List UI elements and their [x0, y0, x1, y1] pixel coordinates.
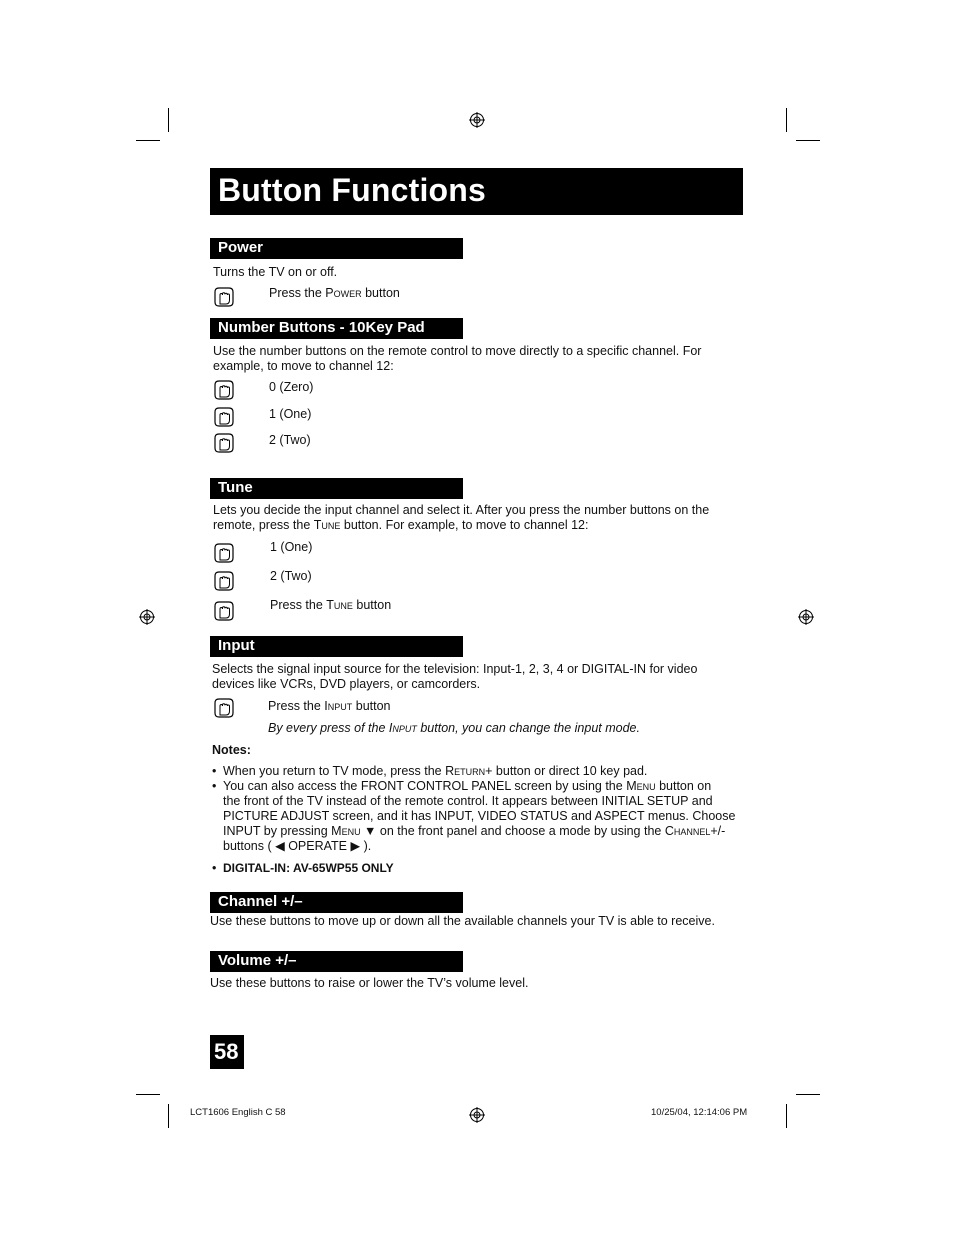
input-description-line2: devices like VCRs, DVD players, or camcorders.: [212, 677, 481, 691]
crop-mark: [786, 1104, 787, 1128]
input-step: Press the Input button: [268, 699, 391, 713]
hand-press-icon: [212, 696, 236, 720]
input-description-line1: Selects the signal input source for the television: Input-1, 2, 3, 4 or DIGITAL-IN for video: [212, 662, 698, 676]
note-bullet: •: [212, 764, 217, 778]
crop-mark: [136, 1094, 160, 1095]
registration-mark-icon: [798, 609, 814, 625]
number-step-3: 2 (Two): [269, 433, 311, 447]
note-bullet: •: [212, 779, 217, 793]
number-description-line1: Use the number buttons on the remote control to move directly to a specific channel. For: [213, 344, 702, 358]
hand-press-icon: [212, 541, 236, 565]
page-number: 58: [210, 1035, 244, 1069]
section-heading-power: Power: [210, 238, 463, 259]
tune-description-line1: Lets you decide the input channel and select it. After you press the number buttons on the: [213, 503, 710, 517]
page-title-bar: [210, 168, 743, 215]
hand-press-icon: [212, 569, 236, 593]
hand-press-icon: [212, 378, 236, 402]
note-bullet: •: [212, 861, 217, 875]
power-step: Press the Power button: [269, 286, 400, 300]
number-step-2: 1 (One): [269, 407, 312, 421]
crop-mark: [796, 140, 820, 141]
hand-press-icon: [212, 285, 236, 309]
input-step-note: By every press of the Input button, you can change the input mode.: [268, 721, 640, 735]
section-heading-volume: Volume +/–: [210, 951, 463, 972]
section-heading-input: Input: [210, 636, 463, 657]
hand-press-icon: [212, 431, 236, 455]
channel-description: Use these buttons to move up or down all the available channels your TV is able to receive.: [210, 914, 715, 928]
page-title: Button Functions: [218, 172, 487, 208]
tune-description-line2: remote, press the Tune button. For example, to move to channel 12:: [213, 518, 589, 532]
registration-mark-icon: [469, 112, 485, 128]
footer-left: LCT1606 English C 58: [190, 1107, 286, 1118]
note-3: DIGITAL-IN: AV-65WP55 ONLY: [223, 861, 394, 875]
note-2-line2: the front of the TV instead of the remote control. It appears between INITIAL SETUP and: [223, 794, 713, 808]
notes-label: Notes:: [212, 743, 251, 757]
hand-press-icon: [212, 405, 236, 429]
volume-description: Use these buttons to raise or lower the TV’s volume level.: [210, 976, 529, 990]
crop-mark: [136, 140, 160, 141]
section-heading-channel: Channel +/–: [210, 892, 463, 913]
number-step-1: 0 (Zero): [269, 380, 314, 394]
crop-mark: [168, 108, 169, 132]
hand-press-icon: [212, 599, 236, 623]
tune-step-2: 2 (Two): [270, 569, 312, 583]
section-heading-number-buttons: Number Buttons - 10Key Pad: [210, 318, 463, 339]
footer-right: 10/25/04, 12:14:06 PM: [651, 1107, 748, 1118]
registration-mark-icon: [469, 1107, 485, 1123]
registration-mark-icon: [139, 609, 155, 625]
note-2-line3: PICTURE ADJUST screen, and it has INPUT, VIDEO STATUS and ASPECT menus. Choose: [223, 809, 736, 823]
crop-mark: [796, 1094, 820, 1095]
note-1: When you return to TV mode, press the Return+ button or direct 10 key pad.: [223, 764, 648, 778]
section-heading-tune: Tune: [210, 478, 463, 499]
tune-step-1: 1 (One): [270, 540, 313, 554]
note-2-line5: buttons ( ◀ OPERATE ▶ ).: [223, 839, 372, 853]
power-description: Turns the TV on or off.: [213, 265, 338, 279]
number-description-line2: example, to move to channel 12:: [213, 359, 394, 373]
crop-mark: [168, 1104, 169, 1128]
note-2-line1: You can also access the FRONT CONTROL PANEL screen by using the Menu button on: [223, 779, 712, 793]
note-2-line4: INPUT by pressing Menu ▼ on the front panel and choose a mode by using the Channel+/-: [223, 824, 726, 838]
tune-step-3: Press the Tune button: [270, 598, 392, 612]
crop-mark: [786, 108, 787, 132]
